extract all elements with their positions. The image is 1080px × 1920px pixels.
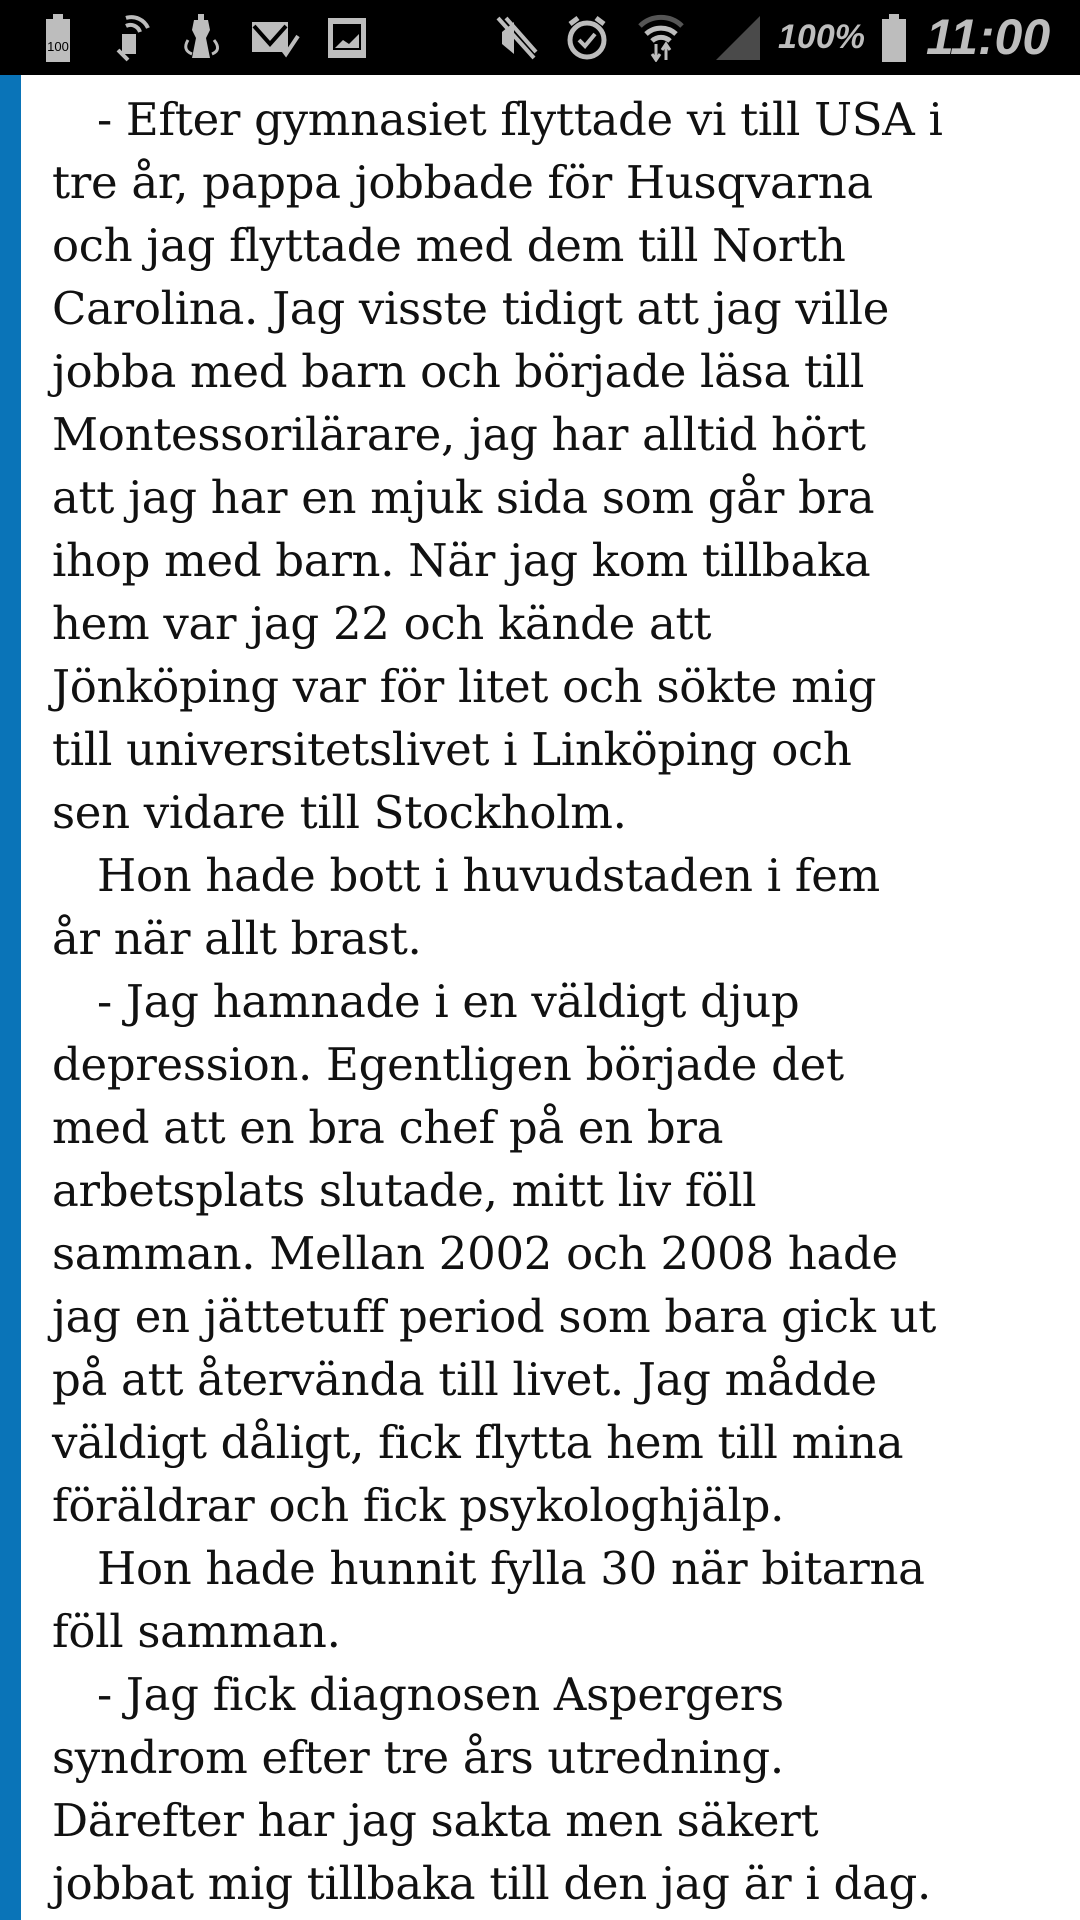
text-line: arbetsplats slutade, mitt liv föll [52,1164,757,1217]
text-line: väldigt dåligt, fick flytta hem till mina [52,1416,904,1469]
text-line: samman. Mellan 2002 och 2008 hade [52,1227,898,1280]
text-line: - Efter gymnasiet flyttade vi till USA i [97,93,943,146]
battery-icon [880,14,908,62]
mail-check-icon [250,14,300,62]
text-line: depression. Egentligen började det [52,1038,844,1091]
text-line: år när allt brast. [52,912,422,965]
alarm-icon [564,14,610,62]
text-line: på att återvända till livet. Jag mådde [52,1353,877,1406]
battery-badge-text: 100 [47,39,69,54]
text-line: till universitetslivet i Linköping och [52,723,852,776]
status-bar [0,0,1080,75]
battery-percent: 100% [778,18,865,56]
text-line: ihop med barn. När jag kom tillbaka [52,534,871,587]
text-line: och jag flyttade med dem till North [52,219,846,272]
text-line: Hon hade hunnit fylla 30 när bitarna [97,1542,925,1595]
text-line: jobbat mig tillbaka till den jag är i dag. [52,1857,932,1910]
article-text [52,88,1070,1915]
text-line: jag en jättetuff period som bara gick ut [52,1290,937,1343]
text-line: hem var jag 22 och kände att [52,597,712,650]
wifi-icon [636,14,686,62]
text-line: syndrom efter tre års utredning. [52,1731,784,1784]
mute-icon [494,14,538,62]
accent-bar [0,75,21,1920]
text-line: Hon hade bott i huvudstaden i fem [97,849,880,902]
text-line: Därefter har jag sakta men säkert [52,1794,819,1847]
text-line: föll samman. [52,1605,341,1658]
text-line: Carolina. Jag visste tidigt att jag ville [52,282,890,335]
dress-form-icon [180,14,228,62]
text-line: sen vidare till Stockholm. [52,786,627,839]
nfc-phone-icon [112,14,152,62]
gallery-icon [326,14,368,62]
clock: 11:00 [926,9,1051,65]
text-line: Jönköping var för litet och sökte mig [52,660,877,713]
signal-icon [714,14,762,62]
text-line: föräldrar och fick psykologhjälp. [52,1479,785,1532]
text-line: - Jag hamnade i en väldigt djup [97,975,800,1028]
text-line: att jag har en mjuk sida som går bra [52,471,875,524]
text-line: tre år, pappa jobbade för Husqvarna [52,156,873,209]
text-line: med att en bra chef på en bra [52,1101,724,1154]
text-line: Montessorilärare, jag har alltid hört [52,408,866,461]
text-line: jobba med barn och började läsa till [52,345,865,398]
battery-100-icon [44,14,72,62]
text-line: - Jag fick diagnosen Aspergers [97,1668,784,1721]
